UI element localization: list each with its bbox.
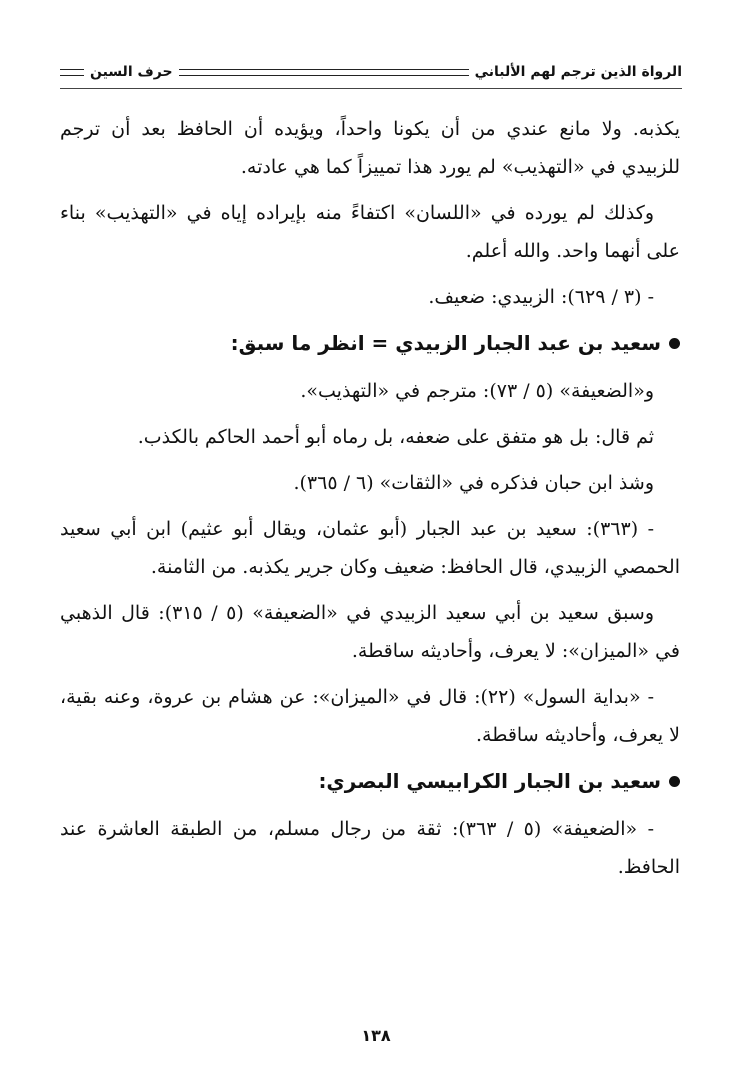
paragraph: ثم قال: بل هو متفق على ضعفه، بل رماه أبو أحمد الحاكم بالكذب. xyxy=(137,426,654,448)
entry-heading-text: سعيد بن عبد الجبار الزبيدي = انظر ما سبق: xyxy=(230,331,661,355)
bullet-icon xyxy=(669,776,680,787)
paragraph: وكذلك لم يورده في «اللسان» اكتفاءً منه بإيراده إياه في «التهذيب» بناء على أنهما واحد. والله أعلم. xyxy=(60,202,680,262)
paragraph: - (٣٦٣): سعيد بن عبد الجبار (أبو عثمان، ويقال أبو عثيم) ابن أبي سعيد الحمصي الزبيدي، قال الحافظ: ضعيف وكان جرير يكذبه. من الثامنة. xyxy=(60,518,680,578)
bullet-icon xyxy=(669,338,680,349)
running-header xyxy=(60,58,682,86)
paragraph: وسبق سعيد بن أبي سعيد الزبيدي في «الضعيفة» (٥ / ٣١٥): قال الذهبي في «الميزان»: لا يعرف، وأحاديثه ساقطة. xyxy=(60,602,680,662)
page-number: ١٣٨ xyxy=(361,1026,391,1045)
paragraph: - «الضعيفة» (٥ / ٣٦٣): ثقة من رجال مسلم، من الطبقة العاشرة عند الحافظ. xyxy=(60,818,680,878)
running-header-title: الرواة الذين ترجم لهم الألباني xyxy=(474,64,682,80)
paragraph: و«الضعيفة» (٥ / ٧٣): مترجم في «التهذيب». xyxy=(300,380,654,402)
header-divider xyxy=(60,88,682,89)
entry-heading xyxy=(60,762,680,800)
paragraph: يكذبه. ولا مانع عندي من أن يكونا واحداً، ويؤيده أن الحافظ بعد أن ترجم للزبيدي في «التهذيب» لم يورد هذا تمييزاً كما هي عادته. xyxy=(60,118,680,178)
page-body xyxy=(60,110,680,894)
paragraph: وشذ ابن حبان فذكره في «الثقات» (٦ / ٣٦٥). xyxy=(293,472,654,494)
entry-heading xyxy=(60,324,680,362)
paragraph: - (٣ / ٦٢٩): الزبيدي: ضعيف. xyxy=(428,286,654,308)
paragraph: - «بداية السول» (٢٢): قال في «الميزان»: عن هشام بن عروة، وعنه بقية، لا يعرف، وأحاديثه ساقطة. xyxy=(60,686,680,746)
header-end-rule xyxy=(60,69,84,76)
entry-heading-text: سعيد بن الجبار الكرابيسي البصري: xyxy=(318,769,661,793)
header-double-rule xyxy=(179,69,469,76)
running-header-section: حرف السين xyxy=(90,64,173,80)
